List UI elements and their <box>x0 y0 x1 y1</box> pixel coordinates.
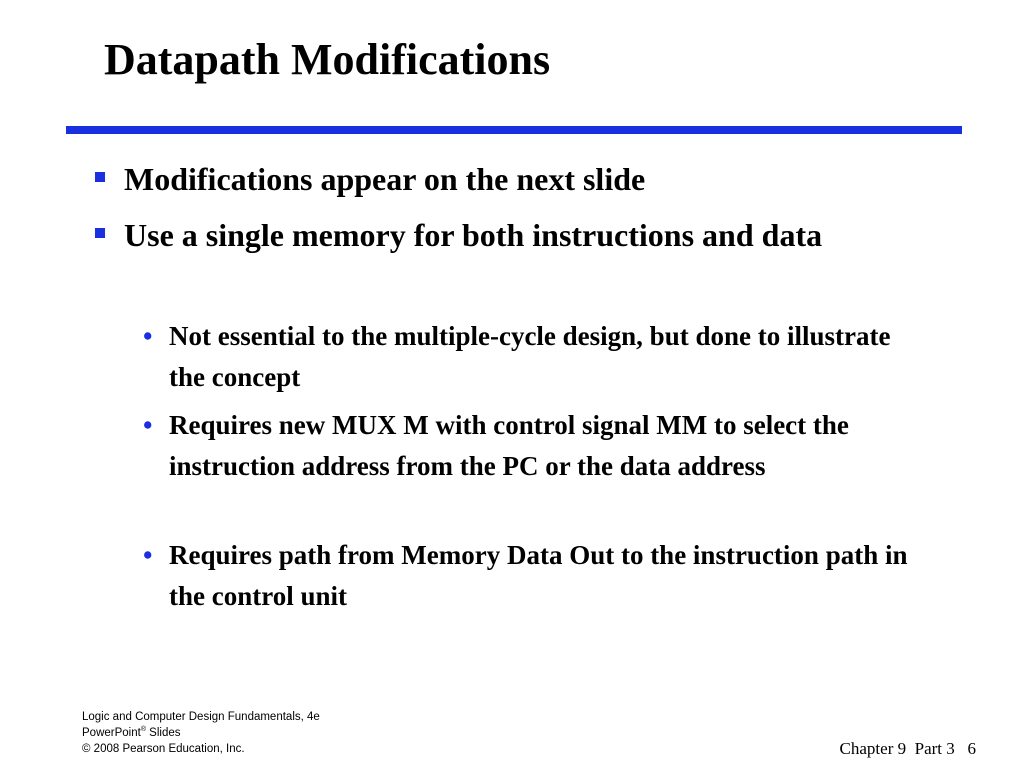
page-footer <box>840 739 976 759</box>
square-bullet-icon <box>95 228 105 238</box>
page-number: 6 <box>967 739 976 758</box>
registered-mark: ® <box>140 726 146 734</box>
bullet-level2: Requires new MUX M with control signal MM to select the instruction address from the PC or the data address <box>169 410 849 481</box>
slides-word: Slides <box>145 727 181 739</box>
title-underline-rule <box>66 126 962 134</box>
slide-title: Datapath Modifications <box>104 35 551 84</box>
bullet-level2: Requires path from Memory Data Out to the instruction path in the control unit <box>169 540 908 611</box>
bullet-level1: Modifications appear on the next slide <box>124 161 646 197</box>
book-title-line: Logic and Computer Design Fundamentals, 4e <box>82 711 320 723</box>
dot-bullet-icon: • <box>143 540 153 570</box>
square-bullet-icon <box>95 172 105 182</box>
dot-bullet-icon: • <box>143 410 153 440</box>
dot-bullet-icon: • <box>143 321 153 351</box>
slides-line <box>82 725 320 741</box>
publisher-footer <box>82 709 320 757</box>
bullet-level1: Use a single memory for both instructions and data <box>124 217 823 253</box>
chapter-label: Chapter 9 Part 3 <box>839 739 955 758</box>
bullet-level2: Not essential to the multiple-cycle design, but done to illustrate the concept <box>169 321 891 392</box>
copyright-line: © 2008 Pearson Education, Inc. <box>82 743 245 755</box>
slides-brand: PowerPoint <box>82 727 141 739</box>
